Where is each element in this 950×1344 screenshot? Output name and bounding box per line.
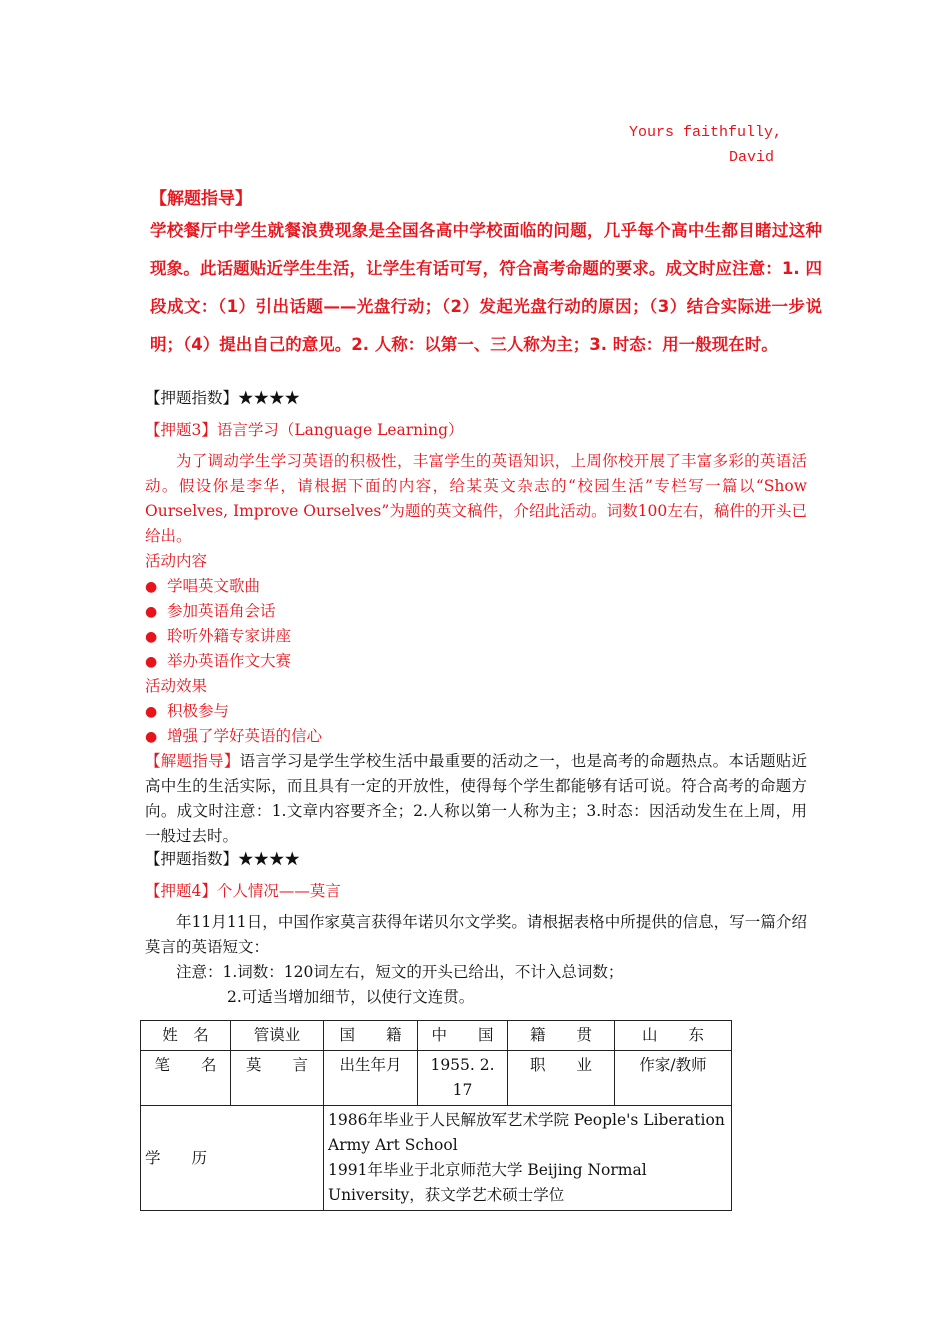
table-cell: 籍 贯 (508, 1021, 615, 1051)
table-cell: 姓 名 (141, 1021, 231, 1051)
list-item: ● 参加英语角会话 (145, 599, 276, 625)
list-item: ● 聆听外籍专家讲座 (145, 624, 291, 650)
guide-heading: 【解题指导】 (150, 189, 252, 209)
table-cell: 中 国 (418, 1021, 508, 1051)
edu-entry: 1991年毕业于北京师范大学 Beijing Normal University，获文学艺术硕士学位 (328, 1161, 647, 1204)
table-cell: 山 东 (615, 1021, 732, 1051)
table-cell: 国 籍 (324, 1021, 418, 1051)
table-row (141, 1106, 732, 1211)
edu-entry: 1986年毕业于人民解放军艺术学院 People's Liberation Army Art School (328, 1111, 725, 1154)
table-row (141, 1051, 732, 1106)
closing-signature: David (729, 149, 775, 166)
table-cell: 学 历 (141, 1106, 324, 1211)
list-item: ● 增强了学好英语的信心 (145, 724, 322, 750)
section4-intro: 年11月11日，中国作家莫言获得年诺贝尔文学奖。请根据表格中所提供的信息，写一篇介绍莫言的英语短文： (145, 913, 807, 956)
section3-index: 【押题指数】★★★★ (145, 389, 301, 407)
section3-guide (145, 749, 807, 849)
table-cell: 职 业 (508, 1051, 615, 1106)
section4-note-1: 注意：1.词数：120词左右，短文的开头已给出，不计入总词数； (176, 963, 624, 981)
table-cell: 莫 言 (231, 1051, 324, 1106)
table-cell: 作家/教师 (615, 1051, 732, 1106)
guide-paragraph: 学校餐厅中学生就餐浪费现象是全国各高中学校面临的问题，几乎每个高中生都目睹过这种现象。此话题贴近学生生活，让学生有话可写，符合高考命题的要求。成文时应注意：1. 四段成文：（1）引出话题——光盘行动；（2）发起光盘行动的原因；（3）结合实际进一步说明；（4）提出自己的意见。2. 人称：以第一、三人称为主；3. 时态：用一般现在时。 (150, 221, 822, 354)
table-cell: 笔 名 (141, 1051, 231, 1106)
section3-title: 【押题3】语言学习（Language Learning） (145, 421, 464, 439)
list-item: ● 积极参与 (145, 699, 229, 725)
section3-guide-label: 【解题指导】 (145, 752, 240, 770)
list-item: ● 学唱英文歌曲 (145, 574, 260, 600)
table-row (141, 1021, 732, 1051)
effect-label: 活动效果 (145, 677, 208, 695)
table-cell: 管谟业 (231, 1021, 324, 1051)
section3-guide-text: 语言学习是学生学校生活中最重要的活动之一，也是高考的命题热点。本话题贴近高中生的生活实际，而且具有一定的开放性，使得每个学生都能够有话可说。符合高考的命题方向。成文时注意：1.文章内容要齐全；2.人称以第一人称为主；3.时态：因活动发生在上周，用一般过去时。 (145, 752, 807, 845)
table-cell (324, 1106, 732, 1211)
closing-line: Yours faithfully, (629, 124, 783, 141)
section4-note-2: 2.可适当增加细节，以使行文连贯。 (227, 988, 475, 1006)
table-cell: 出生年月 (324, 1051, 418, 1106)
list-item: ● 举办英语作文大赛 (145, 649, 291, 675)
section4-title: 【押题4】个人情况——莫言 (145, 882, 341, 900)
info-table (140, 1020, 732, 1211)
table-cell: 1955. 2. 17 (418, 1051, 508, 1106)
section3-intro: 为了调动学生学习英语的积极性，丰富学生的英语知识，上周你校开展了丰富多彩的英语活动。假设你是李华，请根据下面的内容，给某英文杂志的“校园生活”专栏写一篇以“Show Ourselves, Improve Ourselves”为题的英文稿件，介绍此活动。词数100左右，稿件的开头已给出。 (145, 452, 807, 545)
content-label: 活动内容 (145, 552, 208, 570)
section4-index: 【押题指数】★★★★ (145, 850, 301, 868)
